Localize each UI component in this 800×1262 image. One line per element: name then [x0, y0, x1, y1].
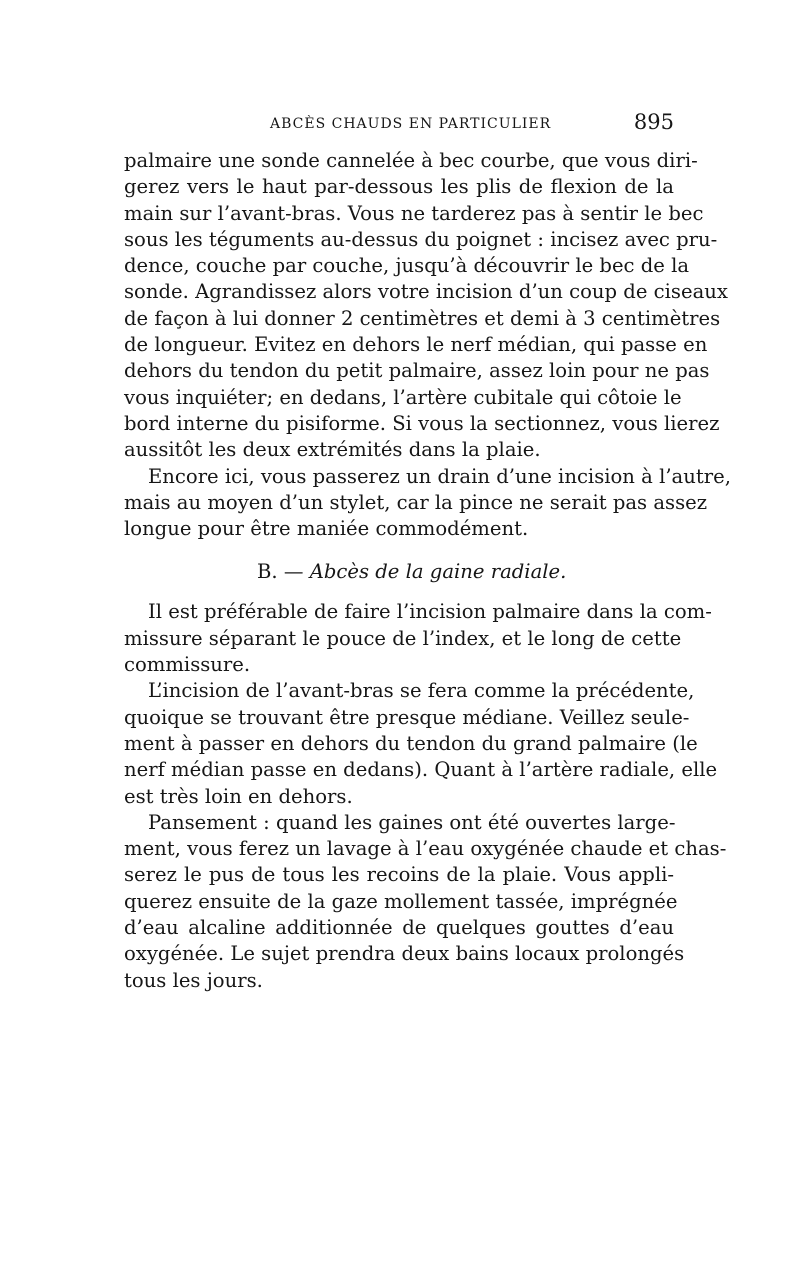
running-head: ABCÈS CHAUDS EN PARTICULIER — [270, 116, 552, 132]
section-title: Abcès de la gaine radiale. — [309, 560, 567, 584]
text-line: oxygénée. Le sujet prendra deux bains locaux prolongés — [124, 942, 685, 966]
text-line: de longueur. Evitez en dehors le nerf médian, qui passe en — [124, 333, 708, 357]
paragraph-5 — [124, 810, 727, 994]
paragraph-3 — [124, 599, 712, 678]
paragraph-1 — [124, 148, 728, 464]
text-line: ment, vous ferez un lavage à l’eau oxygénée chaude et chas- — [124, 837, 727, 861]
page-number: 895 — [633, 110, 674, 134]
text-line: L’incision de l’avant-bras se fera comme la précédente, — [148, 679, 695, 703]
text-line: aussitôt les deux extrémités dans la plaie. — [124, 438, 541, 462]
text-line: ment à passer en dehors du tendon du grand palmaire (le — [124, 731, 698, 755]
text-line: Il est préférable de faire l’incision palmaire dans la com- — [148, 600, 712, 624]
text-line: Encore ici, vous passerez un drain d’une incision à l’autre, — [148, 464, 731, 488]
text-line: querez ensuite de la gaze mollement tassée, imprégnée — [124, 889, 678, 913]
section-number: B. — — [257, 560, 304, 584]
text-line: sonde. Agrandissez alors votre incision d’un coup de ciseaux — [124, 280, 728, 304]
text-line: serez le pus de tous les recoins de la plaie. Vous appli- — [124, 863, 674, 887]
text-line: d’eau alcaline additionnée de quelques gouttes d’eau — [124, 916, 674, 940]
paragraph-4 — [124, 678, 718, 809]
text-line: est très loin en dehors. — [124, 784, 353, 808]
text-line: Pansement : quand les gaines ont été ouvertes large- — [148, 810, 676, 834]
text-line: de façon à lui donner 2 centimètres et demi à 3 centimètres — [124, 306, 721, 330]
text-line: quoique se trouvant être presque médiane. Veillez seule- — [124, 705, 690, 729]
text-line: commissure. — [124, 653, 251, 677]
text-line: vous inquiéter; en dedans, l’artère cubitale qui côtoie le — [124, 385, 682, 409]
section-heading — [124, 558, 674, 586]
text-line: palmaire une sonde cannelée à bec courbe, que vous diri- — [124, 149, 698, 172]
page-header — [124, 110, 674, 140]
text-line: nerf médian passe en dedans). Quant à l’artère radiale, elle — [124, 758, 718, 782]
paragraph-2 — [124, 464, 731, 543]
page-body — [124, 148, 731, 994]
text-line: main sur l’avant-bras. Vous ne tarderez pas à sentir le bec — [124, 201, 704, 225]
text-line: sous les téguments au-dessus du poignet : incisez avec pru- — [124, 227, 718, 251]
text-line: bord interne du pisiforme. Si vous la sectionnez, vous lierez — [124, 411, 720, 435]
text-line: mais au moyen d’un stylet, car la pince ne serait pas assez — [124, 490, 708, 514]
text-line: longue pour être maniée commodément. — [124, 517, 529, 541]
text-line: tous les jours. — [124, 968, 263, 992]
text-line: dehors du tendon du petit palmaire, assez loin pour ne pas — [124, 359, 710, 383]
text-line: missure séparant le pouce de l’index, et le long de cette — [124, 626, 682, 650]
text-line: gerez vers le haut par-dessous les plis de flexion de la — [124, 175, 674, 199]
text-line: dence, couche par couche, jusqu’à découvrir le bec de la — [124, 254, 690, 278]
